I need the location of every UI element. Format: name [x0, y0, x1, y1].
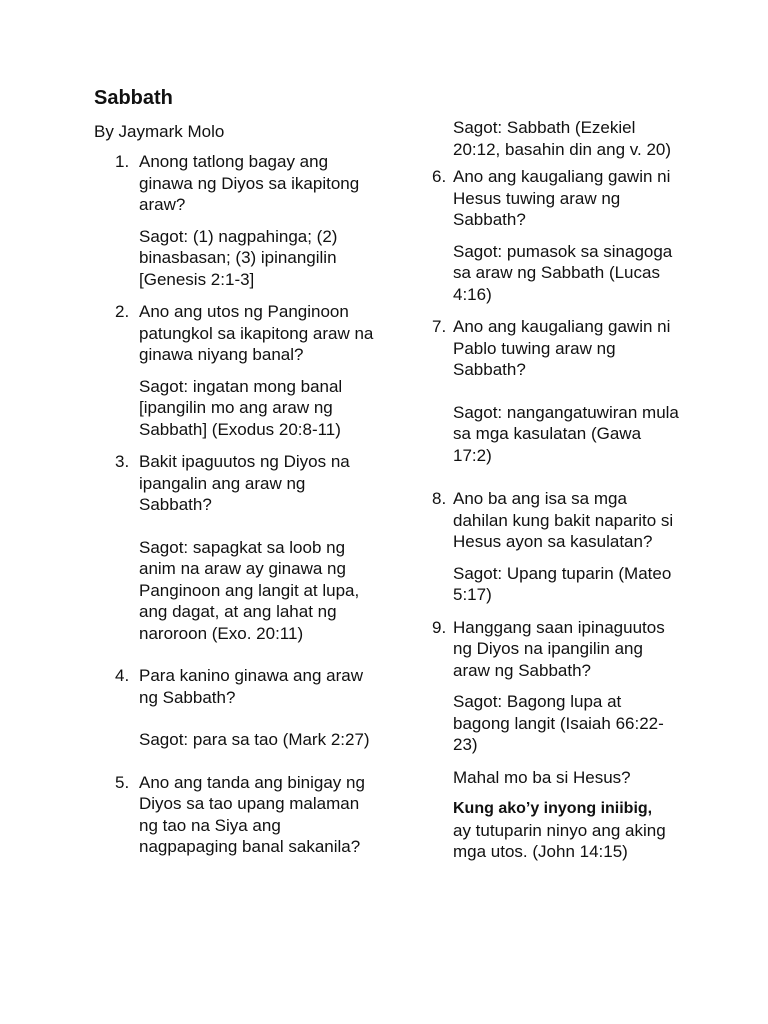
- answer-text: Sagot: pumasok sa sinagoga sa araw ng Sabbath (Lucas 4:16): [453, 241, 673, 304]
- left-column: [94, 151, 374, 869]
- item-number: 1.: [115, 152, 130, 171]
- answer-text: Sagot: ingatan mong banal [ipangilin mo ang araw ng Sabbath] (Exodus 20:8-11): [139, 376, 343, 439]
- author-line: By Jaymark Molo: [94, 122, 225, 141]
- answer-text: Sagot: Bagong lupa at bagong langit (Isaiah 66:22-23): [453, 692, 664, 754]
- question-text: Para kanino ginawa ang araw ng Sabbath?: [139, 666, 363, 707]
- answer-text: Sagot: nangangatuwiran mula sa mga kasulatan (Gawa 17:2): [453, 402, 679, 465]
- question-text: Ano ang utos ng Panginoon patungkol sa ikapitong araw na ginawa niyang banal?: [139, 302, 374, 364]
- item-number: 2.: [115, 302, 130, 321]
- item-number: 8.: [432, 489, 447, 508]
- question-item: [432, 316, 682, 466]
- answer-text: Sagot: para sa tao (Mark 2:27): [139, 730, 370, 749]
- item-number: 6.: [432, 167, 447, 186]
- answer-continuation: Sagot: Sabbath (Ezekiel 20:12, basahin din ang v. 20): [453, 118, 672, 159]
- question-item: [94, 451, 374, 644]
- answer-text: Sagot: Upang tuparin (Mateo 5:17): [453, 563, 672, 604]
- question-text: Ano ang kaugaliang gawin ni Pablo tuwing araw ng Sabbath?: [453, 317, 671, 379]
- closing-verse-text: ay tutuparin ninyo ang aking mga utos. (John 14:15): [453, 820, 666, 861]
- question-item: [94, 665, 374, 751]
- question-item: [432, 166, 682, 305]
- question-item: [94, 301, 374, 440]
- item-number: 5.: [115, 772, 130, 792]
- question-text: Ano ang tanda ang binigay ng Diyos sa tao upang malaman ng tao na Siya ang nagpapaging banal sakanila?: [139, 772, 365, 856]
- question-item: [94, 151, 374, 290]
- closing-question: Mahal mo ba si Hesus?: [453, 767, 631, 787]
- item-number: 7.: [432, 317, 447, 336]
- item-number: 4.: [115, 666, 130, 685]
- question-item: [94, 772, 374, 858]
- question-text: Ano ba ang isa sa mga dahilan kung bakit naparito si Hesus ayon sa kasulatan?: [453, 489, 674, 551]
- right-column: [432, 117, 682, 863]
- question-text: Ano ang kaugaliang gawin ni Hesus tuwing araw ng Sabbath?: [453, 167, 671, 229]
- item-number: 9.: [432, 617, 447, 637]
- answer-text: Sagot: sapagkat sa loob ng anim na araw ay ginawa ng Panginoon ang langit at lupa, ang dagat, at ang lahat ng naroroon (Exo. 20:11): [139, 537, 360, 643]
- question-item: [432, 488, 682, 606]
- document-title: Sabbath: [94, 87, 173, 109]
- item-number: 3.: [115, 452, 130, 471]
- question-item: [432, 617, 682, 756]
- closing-verse-bold: Kung ako’y inyong iniibig,: [453, 800, 653, 817]
- question-text: Anong tatlong bagay ang ginawa ng Diyos sa ikapitong araw?: [139, 152, 360, 214]
- question-text: Bakit ipaguutos ng Diyos na ipangalin ang araw ng Sabbath?: [139, 452, 350, 514]
- answer-text: Sagot: (1) nagpahinga; (2) binasbasan; (3) ipinangilin [Genesis 2:1-3]: [139, 226, 338, 289]
- question-text: Hanggang saan ipinaguutos ng Diyos na ipangilin ang araw ng Sabbath?: [453, 617, 665, 680]
